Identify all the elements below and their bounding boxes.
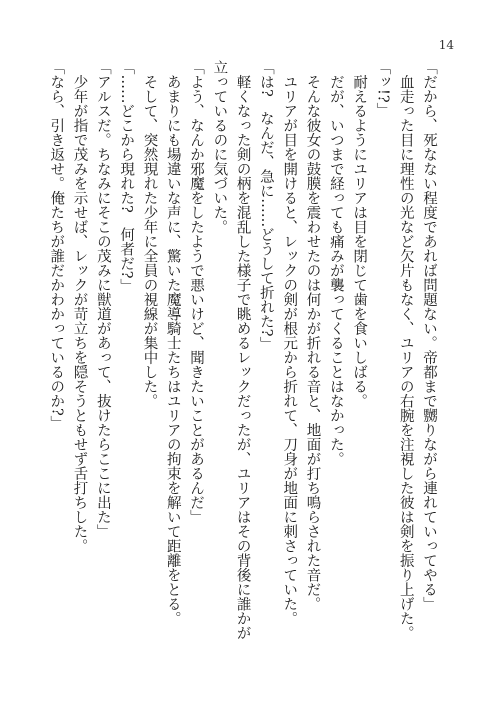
text-line: 「……どこから現れた? 何者だ?」 [118,60,135,294]
text-line: 「よう、なんか邪魔をしたようで悪いけど、聞きたいことがあるんだ」 [188,60,205,524]
text-line: 「ッ!?」 [374,60,391,118]
text-line: そして、突然現れた少年に全員の視線が集中した。 [141,60,158,408]
text-line: 少年が指で茂みを示せば、レックが苛立ちを隠そうともせず舌打ちした。 [71,60,88,553]
text-line: そんな彼女の鼓膜を震わせたのは何かが折れる音と、地面が打ち鳴らされた音だ。 [304,60,321,611]
text-line: あまりにも場違いな声に、驚いた魔導騎士たちはユリアの拘束を解いて距離をとる。 [164,60,181,626]
page-number: 14 [438,38,454,52]
text-line: 立っているのに気づいた。 [211,60,228,234]
text-line: ユリアが目を開けると、レックの剣が根元から折れて、刀身が地面に刺さっていた。 [281,60,298,626]
vertical-text-body [40,60,440,650]
text-line: 「は? なんだ、急に……どうして折れた?」 [257,60,274,352]
text-line: 軽くなった剣の柄を混乱した様子で眺めるレックだったが、ユリアはその背後に誰かが [234,60,251,640]
text-line: 血走った目に理性の光など欠片もなく、ユリアの右腕を注視した彼は剣を振り上げた。 [397,60,414,640]
text-line: 「だから、死なない程度であれば問題ない。帝都まで嬲りながら連れていってやる」 [421,60,437,611]
text-line: だが、いつまで経っても痛みが襲ってくることはなかった。 [327,60,344,466]
text-line: 耐えるようにユリアは目を閉じて歯を食いしばる。 [351,60,368,408]
text-line: 「アルスだ。ちなみにそこの茂みに獣道があって、抜けたらここに出た」 [94,60,111,539]
text-line: 「なら、引き返せ。俺たちが誰だかわかっているのか?」 [48,60,65,431]
